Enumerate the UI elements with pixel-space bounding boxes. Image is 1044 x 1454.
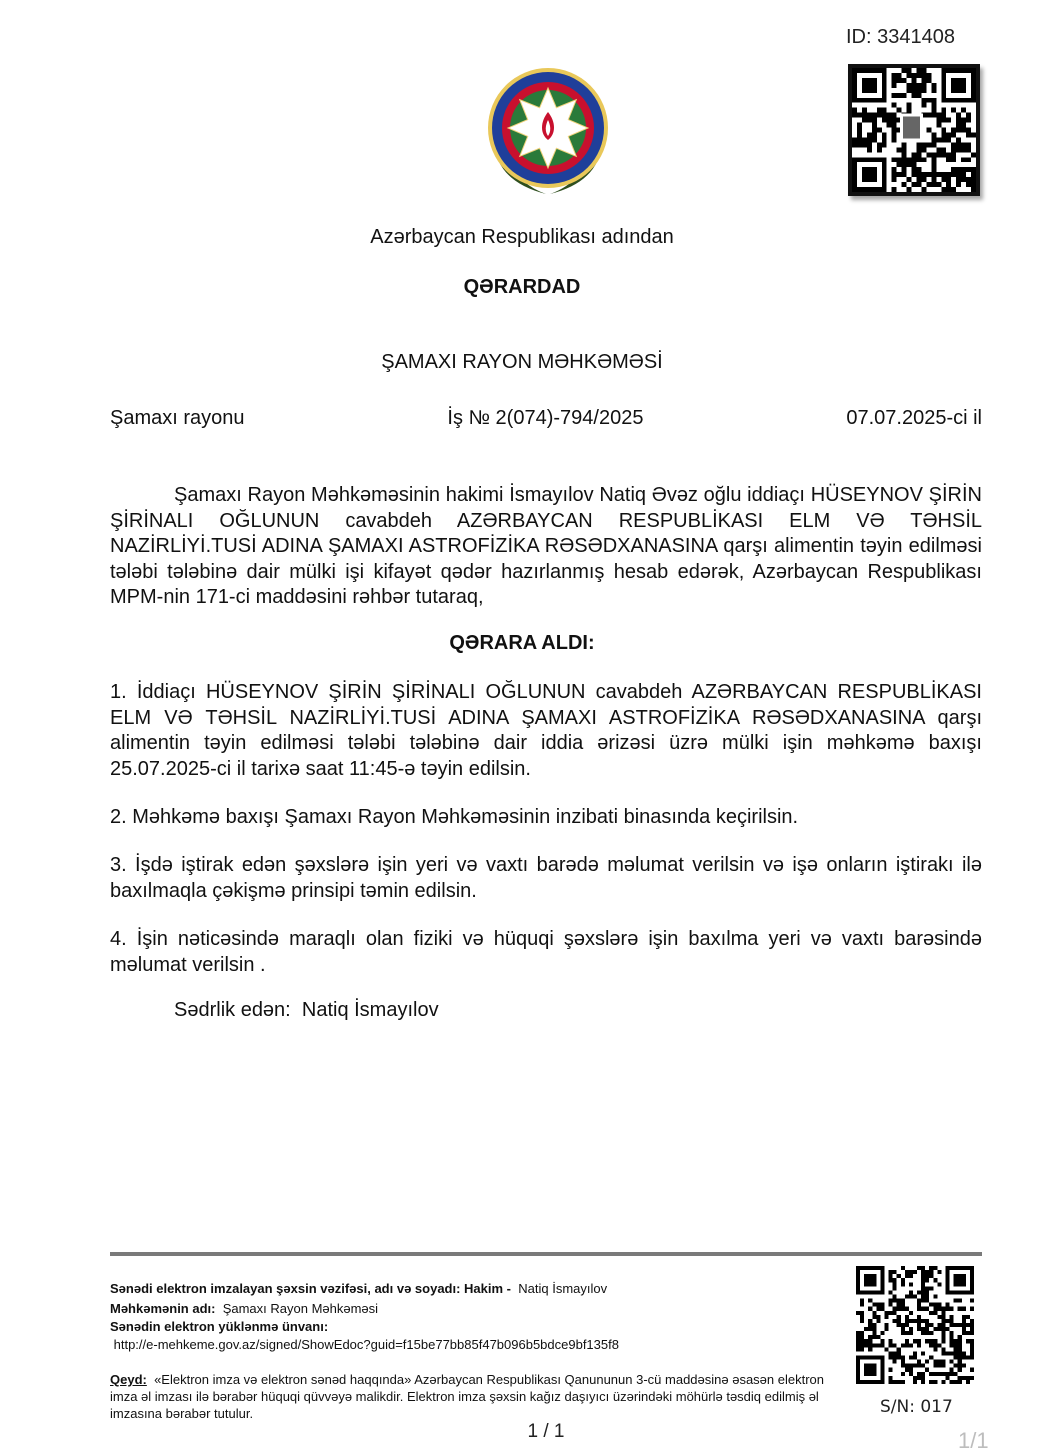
signer-name: Natiq İsmayılov: [301, 999, 439, 1021]
decision-item-3: 3. İşdə iştirak edən şəxslərə işin yeri və vaxtı barədə məlumat verilsin və işə onların iştirakı ilə baxılmaqla çəkişmə prinsipi təmin edilsin.: [110, 854, 982, 902]
page-number-ghost: 1/1: [958, 1428, 989, 1453]
note-label: Qeyd:: [110, 1372, 147, 1387]
document-id: ID: 3341408: [846, 26, 955, 48]
footer-divider: [110, 1252, 982, 1256]
page-number: 1 / 1: [527, 1421, 565, 1442]
footer-court-value: Şamaxı Rayon Məhkəməsi: [222, 1301, 379, 1316]
footer-court-label: Məhkəmənin adı:: [110, 1301, 216, 1316]
place: Şamaxı rayonu: [110, 407, 245, 429]
serial-number: S/N: 017: [880, 1397, 953, 1417]
footer-note: [110, 1371, 850, 1422]
qr-code-icon: [848, 64, 980, 196]
footer-signer-value: Natiq İsmayılov: [518, 1281, 608, 1296]
footer-signer: [110, 1281, 607, 1296]
footer-court: [110, 1301, 378, 1316]
intro-paragraph: Şamaxı Rayon Məhkəməsinin hakimi İsmayılov Natiq Əvəz oğlu iddiaçı HÜSEYNOV ŞİRİN ŞİRİNALI OĞLUNUN cavabdeh AZƏRBAYCAN RESPUBLİKASI ELM VƏ TƏHSİL NAZİRLİYİ.TUSİ ADINA ŞAMAXI ASTROFİZİKA RƏSƏDXANASINA qarşı alimentin təyin edilməsi tələbi tələbinə dair mülki işi kifayət qədər hazırlanmış hesab edərək, Azərbaycan Respublikası MPM-nin 171-ci maddəsini rəhbər tutaraq,: [110, 484, 982, 608]
case-meta-row: [110, 407, 982, 430]
on-behalf-line: Azərbaycan Respublikası adından: [370, 226, 674, 248]
note-text: «Elektron imza və elektron sənəd haqqında» Azərbaycan Respublikası Qanununun 3-cü maddəsinə əsasən elektron imza əl imzası ilə bərabər hüquqi qüvvəyə malikdir. Elektron imza şəxsin kağız daşıyıcı üzərindəki möhürlə təsdiq edilmiş əl imzasına bərabər tutulur.: [110, 1372, 825, 1421]
decision-item-1: 1. İddiaçı HÜSEYNOV ŞİRİN ŞİRİNALI OĞLUNUN cavabdeh AZƏRBAYCAN RESPUBLİKASI ELM VƏ TƏHSİL NAZİRLİYİ.TUSİ ADINA ŞAMAXI ASTROFİZİKA RƏSƏDXANASINA qarşı alimentin təyin edilməsi tələbi tələbinə dair iddia ərizəsi üzrə mülki işin məhkəmə baxışı 25.07.2025-ci il tarixə saat 11:45-ə təyin edilsin.: [110, 681, 982, 780]
court-name: ŞAMAXI RAYON MƏHKƏMƏSİ: [381, 351, 663, 373]
decided-heading: QƏRARA ALDI:: [449, 632, 595, 654]
decision-item-4: 4. İşin nəticəsində maraqlı olan fiziki və hüquqi şəxslərə işin baxılma yeri və vaxtı barəsində məlumat verilsin .: [110, 928, 982, 976]
footer-signer-label: Sənədi elektron imzalayan şəxsin vəzifəsi, adı və soyadı: Hakim -: [110, 1281, 512, 1296]
footer-url[interactable]: [110, 1337, 619, 1352]
footer-url-link[interactable]: http://e-mehkeme.gov.az/signed/ShowEdoc?guid=f15be77bb85f47b096b5bdce9bf135f8: [113, 1337, 619, 1352]
decision-item-2: 2. Məhkəmə baxışı Şamaxı Rayon Məhkəməsinin inzibati binasında keçirilsin.: [110, 806, 799, 828]
signer-label: Sədrlik edən:: [174, 999, 291, 1021]
azerbaijan-coat-of-arms-icon: [484, 64, 612, 198]
presiding-signature: [174, 999, 439, 1022]
footer-url-label: [110, 1319, 328, 1334]
case-number: İş № 2(074)-794/2025: [447, 407, 644, 429]
footer-url-label-text: Sənədin elektron yüklənmə ünvanı:: [110, 1319, 329, 1334]
document-title: QƏRARDAD: [463, 276, 581, 298]
qr-code-icon: [856, 1266, 974, 1384]
decision-date: 07.07.2025-ci il: [846, 407, 982, 429]
